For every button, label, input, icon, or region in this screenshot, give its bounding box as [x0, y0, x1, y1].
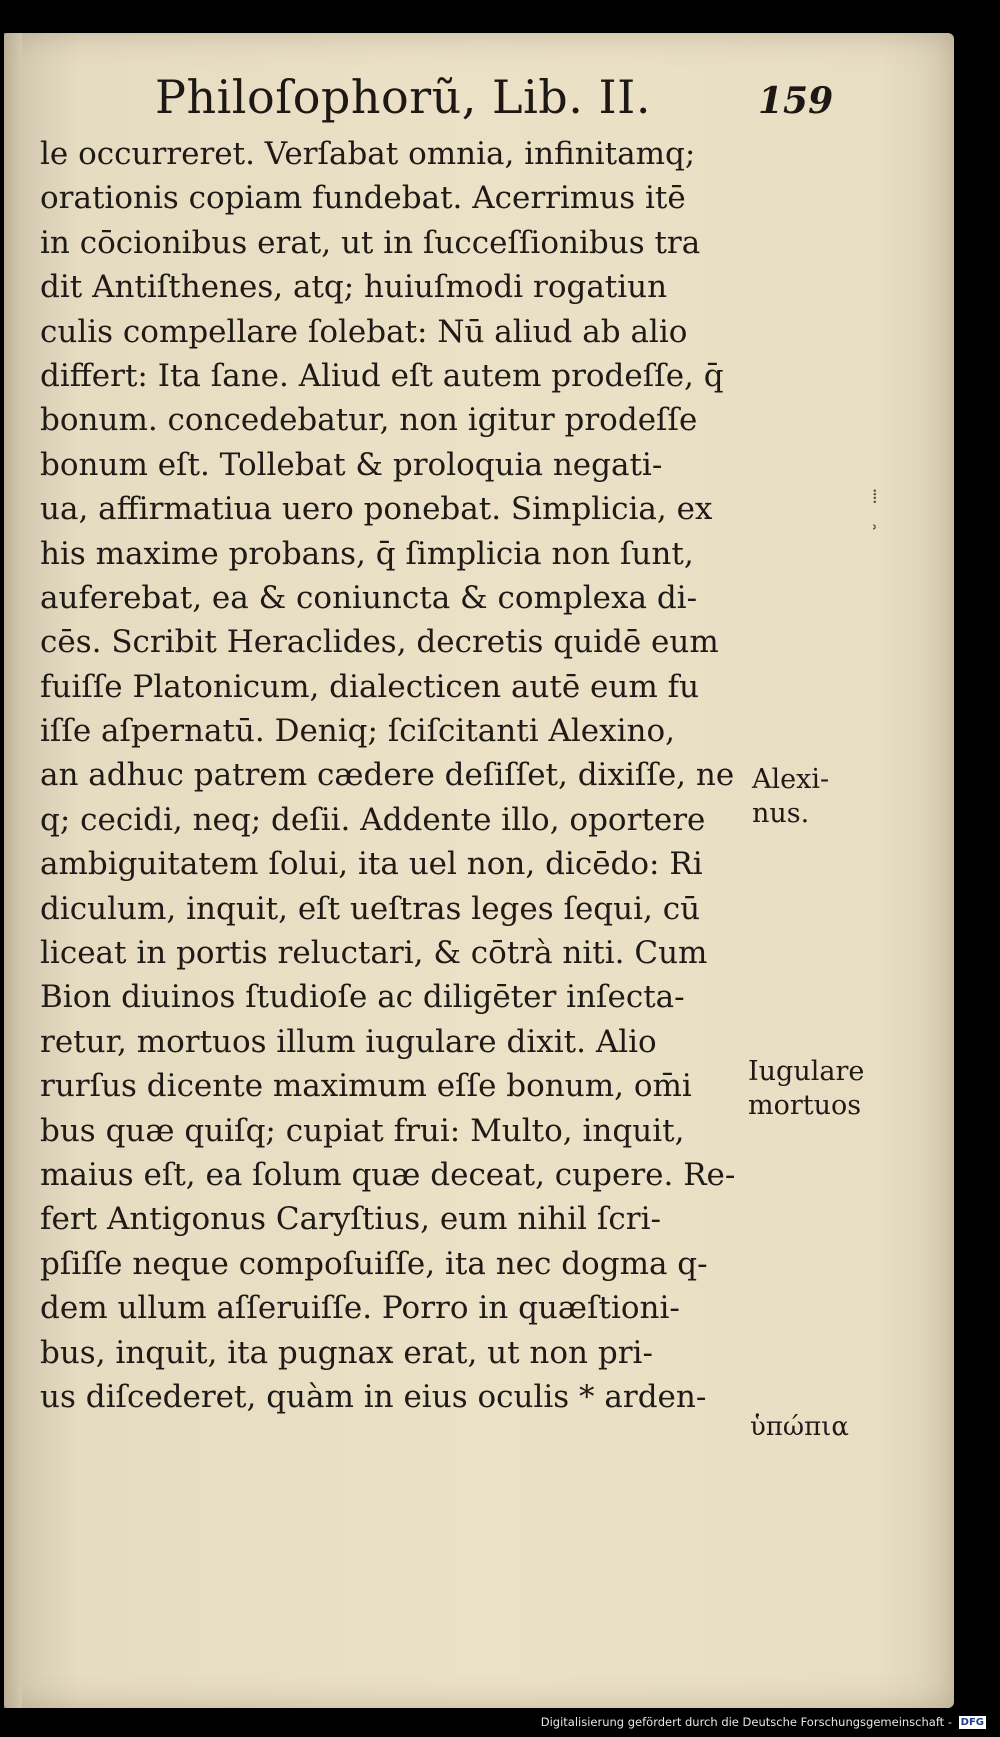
text-line: le occurreret. Verſabat omnia, infinitamq; [40, 136, 696, 172]
margin-ink-marks [872, 478, 878, 550]
digitization-footer [541, 1715, 986, 1729]
text-line: culis compellare ſolebat: Nū aliud ab alio [40, 313, 688, 350]
text-line: auferebat, ea & coniuncta & complexa di- [40, 579, 698, 616]
text-line: iſſe aſpernatū. Deniq; ſciſcitanti Alexino, [40, 713, 675, 750]
text-line: orationis copiam fundebat. Acerrimus itē [40, 180, 686, 217]
marginal-note-alexinus [752, 763, 829, 831]
text-line: retur, mortuos illum iugulare dixit. Alio [40, 1023, 657, 1060]
text-line: liceat in portis reluctari, & cōtrà niti. Cum [40, 935, 708, 972]
text-line: bonum eſt. Tollebat & proloquia negati- [40, 446, 663, 483]
text-line: dem ullum aſſeruiſſe. Porro in quæſtioni- [40, 1290, 680, 1327]
marginal-line: nus. [752, 798, 810, 829]
marginal-line: Alexi- [752, 764, 830, 795]
marginal-line: mortuos [748, 1090, 862, 1121]
text-line: fuiſſe Platonicum, dialecticen autē eum fu [40, 668, 700, 705]
ink-mark: ʾ [872, 520, 879, 544]
running-header: Philoſophorũ, Lib. II. [155, 70, 651, 124]
text-line: bus quæ quiſq; cupiat frui: Multo, inquit, [40, 1112, 685, 1149]
text-line: q; cecidi, neq; deſii. Addente illo, oportere [40, 801, 706, 838]
text-line: cēs. Scribit Heraclides, decretis quidē eum [40, 624, 719, 661]
page-number: 159 [758, 80, 834, 122]
text-line: diculum, inquit, eſt ueſtras leges ſequi, cū [40, 890, 701, 927]
text-line: pſiſſe neque compoſuiſſe, ita nec dogma q- [40, 1245, 708, 1282]
text-line: differt: Ita ſane. Aliud eſt autem prodeſſe, q̄ [40, 357, 724, 394]
marginal-note-jugulare [748, 1055, 864, 1123]
text-line: fert Antigonus Caryſtius, eum nihil ſcri- [40, 1201, 661, 1238]
dfg-logo-icon: DFG [960, 1717, 984, 1728]
text-line: ua, affirmatiua uero ponebat. Simplicia, ex [40, 491, 713, 528]
text-line: an adhuc patrem cædere deſiſſet, dixiſſe, ne [40, 757, 735, 794]
body-text [40, 132, 752, 1419]
page-gutter [4, 33, 22, 1708]
text-line: in cōcionibus erat, ut in ſucceſſionibus tra [40, 224, 701, 261]
text-line: dit Antiſthenes, atq; huiuſmodi rogatiun [40, 269, 668, 306]
text-line: maius eſt, ea ſolum quæ deceat, cupere. Re- [40, 1156, 736, 1193]
ink-mark: ⁞ [872, 484, 878, 508]
text-line: his maxime probans, q̄ ſimplicia non ſunt, [40, 535, 694, 572]
text-line: Bion diuinos ſtudioſe ac diligēter inſecta- [40, 979, 685, 1016]
text-line: bus, inquit, ita pugnax erat, ut non pri- [40, 1334, 653, 1371]
footer-text: Digitalisierung gefördert durch die Deutsche Forschungsgemeinschaft - [540, 1715, 952, 1729]
text-line: rurſus dicente maximum eſſe bonum, om̄i [40, 1068, 692, 1105]
text-line: bonum. concedebatur, non igitur prodeſſe [40, 402, 698, 439]
text-line: ambiguitatem ſolui, ita uel non, dicēdo: Ri [40, 846, 703, 883]
text-line: us diſcederet, quàm in eius oculis * arden- [40, 1378, 707, 1415]
marginal-line: Iugulare [748, 1056, 865, 1087]
marginal-note-greek: ὑπώπια [750, 1412, 849, 1442]
